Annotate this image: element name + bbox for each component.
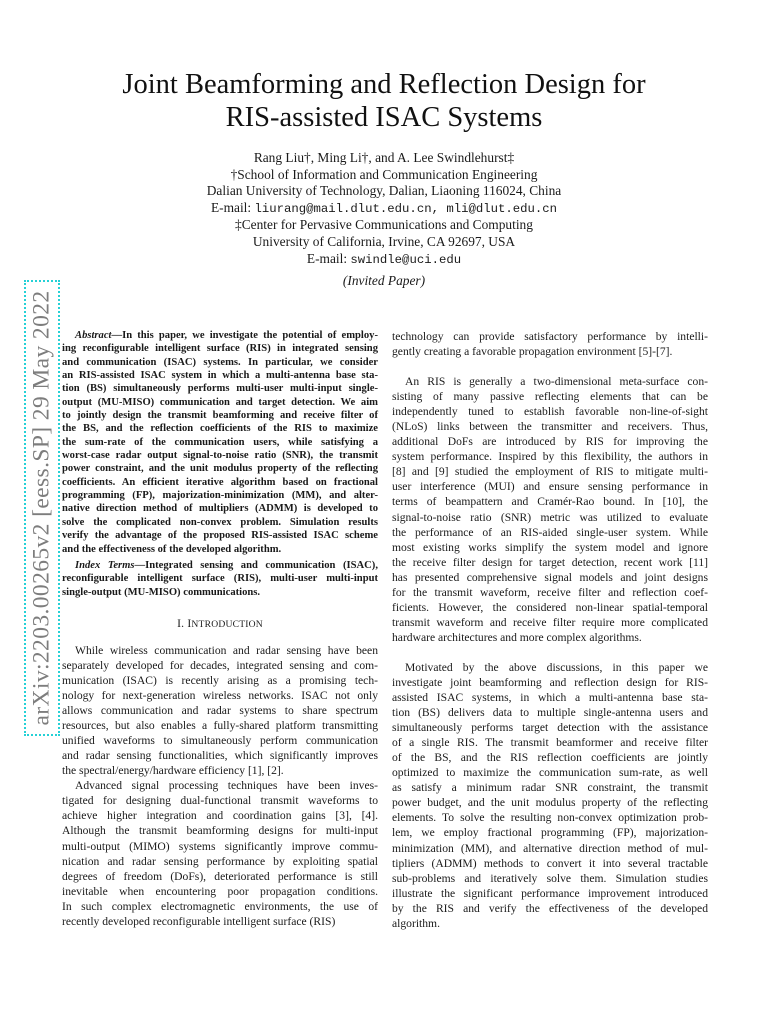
email-1 <box>60 200 708 218</box>
introduction-body <box>62 643 378 929</box>
index-terms-label: Index Terms <box>75 559 135 571</box>
paragraph-line: elements. To solve the resulting non-convex optimization prob- <box>392 811 708 825</box>
email-2 <box>60 251 708 269</box>
paragraph-line: degrees of freedom (DoFs), deteriorated performance is still <box>62 869 378 883</box>
paragraph-line: unified waveforms to simultaneously perform communication <box>62 734 378 748</box>
abstract-line: to jointly design the transmit beamforming and receive filter of <box>62 410 378 422</box>
paragraph-line: terms of beampattern and Cramér-Rao bound. In [10], the <box>392 495 708 509</box>
paragraph-line: An RIS is generally a two-dimensional meta-surface con- <box>405 375 708 389</box>
author-names: Rang Liu†, Ming Li†, and A. Lee Swindlehurst‡ <box>253 150 515 165</box>
abstract-line: and the effectiveness of the developed algorithm. <box>62 543 282 555</box>
paragraph <box>62 778 378 928</box>
paragraph-line: additional DoFs are introduced by RIS for improving the <box>392 435 708 449</box>
paragraph-line: hardware architectures and more complex algorithms. <box>392 630 642 644</box>
paragraph-line: the receive filter design for target detection, recent work [11] <box>392 555 708 569</box>
paragraph-line: independently tuned to establish favorable non-line-of-sight <box>392 405 708 419</box>
abstract-line: programming (FP), majorization-minimization (MM), and alter- <box>62 490 378 502</box>
email-2-address[interactable]: swindle@uci.edu <box>350 252 462 267</box>
paragraph-line: illustrate the significant performance improvement introduced <box>392 886 708 900</box>
paragraph <box>392 374 708 645</box>
section-heading-introduction <box>62 616 378 632</box>
abstract-line: Abstract—In this paper, we investigate the potential of employ- <box>75 330 378 341</box>
paragraph-line: nication and radar sensing performance by exploiting spatial <box>62 854 378 868</box>
paragraph-line: simultaneously performs target detection with the assistance <box>392 721 708 735</box>
paragraph-line: of the BS, and the RIS reflection coefficients are jointly <box>392 751 708 765</box>
section-title: INTRODUCTION <box>187 616 263 630</box>
paragraph-line: Motivated by the above discussions, in this paper we <box>405 660 708 674</box>
abstract-line: solve the complicated non-convex problem. Simulation results <box>62 516 378 528</box>
affiliation-1-line-1: †School of Information and Communication Engineering <box>230 166 538 182</box>
section-number: I. <box>177 616 185 630</box>
paragraph-line: has presented comprehensive signal models and joint designs <box>392 570 708 584</box>
paragraph-line: tigated for designing dual-functional transmit waveforms to <box>62 794 378 808</box>
paragraph-line: transmit waveform and receive filter require more complicated <box>392 615 708 629</box>
paragraph-line: minimization (MM), and alternative direction method of mul- <box>392 841 708 855</box>
index-terms <box>62 559 378 599</box>
paragraph-line: signal-to-noise ratio (SNR) metric was utilized to evaluate <box>392 510 708 524</box>
affiliation-1-line-2: Dalian University of Technology, Dalian, Liaoning 116024, China <box>206 183 562 199</box>
abstract-line: output (MU-MISO) communication and target detection. We aim <box>62 396 378 408</box>
paragraph-line: Advanced signal processing techniques have been inves- <box>75 779 378 793</box>
abstract-line: the BS, and the reflection coefficients of the RIS to maximize <box>62 423 378 435</box>
paragraph-line: separately developed for decades, integrated sensing and com- <box>62 658 378 672</box>
paragraph-line: While wireless communication and radar sensing have been <box>75 643 378 657</box>
title-line-1: Joint Beamforming and Reflection Design for <box>122 69 646 100</box>
invited-paper-note: (Invited Paper) <box>342 273 426 288</box>
abstract-line: and communication (ISAC) systems. In particular, we consider <box>62 356 378 368</box>
affiliation-2-line-2: University of California, Irvine, CA 92697, USA <box>252 233 516 249</box>
paragraph-line: user interference (MUI) and ensure sensing performance in <box>392 480 708 494</box>
paragraph-line: In such complex electromagnetic environments, the use of <box>62 899 378 913</box>
abstract-label: Abstract <box>75 330 112 341</box>
paragraph-line: tipliers (ADMM) methods to convert it into several tractable <box>392 856 708 870</box>
right-column-body <box>392 329 708 931</box>
paragraph-line: the spectral/energy/hardware efficiency [1], [2]. <box>62 764 284 778</box>
arxiv-stamp-text: arXiv:2203.00265v2 [eess.SP] 29 May 2022 <box>28 290 55 726</box>
paragraph-line: allows communication and radar systems to share spectrum <box>62 704 378 718</box>
abstract-line: coefficients. An efficient iterative algorithm based on fractional <box>62 476 378 488</box>
abstract <box>62 329 378 556</box>
title-line-2: RIS-assisted ISAC Systems <box>225 102 543 133</box>
arxiv-stamp[interactable] <box>24 280 60 736</box>
paragraph-line: recently developed reconfigurable intelligent surface (RIS) <box>62 914 336 928</box>
paragraph-line: sub-problems and iteratively solve them. Simulation studies <box>392 871 708 885</box>
paragraph-line: investigate joint beamforming and reflection design for RIS- <box>392 675 708 689</box>
paragraph-line: [8] and [9] studied the employment of RIS to mitigate multi- <box>392 465 708 479</box>
index-terms-line: reconfigurable intelligent surface (RIS), multi-user multi-input <box>62 573 378 585</box>
abstract-line: an RIS-assisted ISAC system in which a multi-antenna base sta- <box>62 370 378 382</box>
paper-title <box>60 68 708 134</box>
paragraph <box>392 329 708 359</box>
paragraph-line: assisted ISAC systems, in which a multi-antenna base sta- <box>392 691 708 705</box>
paragraph-line: munication (ISAC) is recently arising as a promising tech- <box>62 674 378 688</box>
paragraph-line: by the RIS and verify the effectiveness of the developed <box>392 901 708 915</box>
paragraph-line: optimized to maximize the communication sum-rate, as well <box>392 766 708 780</box>
author-block <box>60 150 708 268</box>
left-column <box>62 329 378 929</box>
right-column <box>392 329 708 931</box>
paragraph-line: system performance. Inspired by this flexibility, the authors in <box>392 450 708 464</box>
paragraph-line: algorithm. <box>392 916 440 930</box>
paragraph-line: lem, we employ fractional programming (FP), majorization- <box>392 826 708 840</box>
paragraph-line: power budget, and the unit modulus property of the reflecting <box>392 796 708 810</box>
abstract-line: ing reconfigurable intelligent surface (RIS) in integrated sensing <box>62 343 378 355</box>
paragraph-line: gently creating a favorable propagation environment [5]-[7]. <box>392 345 673 359</box>
abstract-line: tion (BS) simultaneously performs multi-user multi-input single- <box>62 383 378 395</box>
paragraph-line: the performance of an RIS-aided single-user system. While <box>392 525 708 539</box>
paragraph-line: for the transmit waveform, receive filter and reflection coef- <box>392 585 708 599</box>
paragraph-line: multi-output (MIMO) systems significantly improve commu- <box>62 839 378 853</box>
paragraph-line: Although the transmit beamforming designs for multi-input <box>62 824 378 838</box>
paragraph-line: achieve higher integration and coordination gains [3], [4]. <box>62 809 378 823</box>
paragraph-line: resources, but also enables a fully-shared platform transmitting <box>62 719 378 733</box>
paragraph-line: ficients. However, the considered non-linear spatial-temporal <box>392 600 708 614</box>
paragraph-line: most existing works simplify the system model and ignore <box>392 540 708 554</box>
paragraph-line: nology for next-generation wireless networks. ISAC not only <box>62 689 378 703</box>
paragraph-line: sisting of many passive reflecting elements that can be <box>392 390 708 404</box>
email-2-label: E-mail: <box>306 250 351 266</box>
abstract-line: the sum-rate of the communication users, while satisfying a <box>62 436 378 448</box>
email-1-address[interactable]: liurang@mail.dlut.edu.cn, mli@dlut.edu.cn <box>254 201 558 216</box>
paragraph-line: tion (BS) delivers data to multiple single-antenna users and <box>392 706 708 720</box>
index-terms-line: Index Terms—Integrated sensing and communication (ISAC), <box>75 559 378 571</box>
index-terms-line: single-output (MU-MISO) communications. <box>62 586 261 598</box>
abstract-line: worst-case radar output signal-to-noise ratio (SNR), the transmit <box>62 450 378 462</box>
paragraph-line: inevitable when encountering poor propagation conditions. <box>62 884 378 898</box>
abstract-line: native direction method of multipliers (ADMM) is developed to <box>62 503 378 515</box>
paragraph-line: and radar sensing functionalities, which significantly improves <box>62 749 378 763</box>
paragraph-line: technology can provide satisfactory performance by intelli- <box>392 330 708 343</box>
affiliation-2-line-1: ‡Center for Pervasive Communications and Computing <box>235 217 533 233</box>
paragraph-line: of a single RIS. The transmit beamformer and receive filter <box>392 736 708 750</box>
email-1-label: E-mail: <box>210 199 255 215</box>
paragraph-line: (NLoS) links between the transmitter and receivers. Thus, <box>392 420 708 434</box>
paragraph <box>392 660 708 931</box>
abstract-line: verify the advantage of the proposed RIS-assisted ISAC scheme <box>62 530 378 542</box>
paragraph-line: as satisfy a minimum radar SNR constraint, the transmit <box>392 781 708 795</box>
abstract-line: power constraint, and the unit modulus property of the reflecting <box>62 463 378 475</box>
paragraph <box>62 643 378 778</box>
